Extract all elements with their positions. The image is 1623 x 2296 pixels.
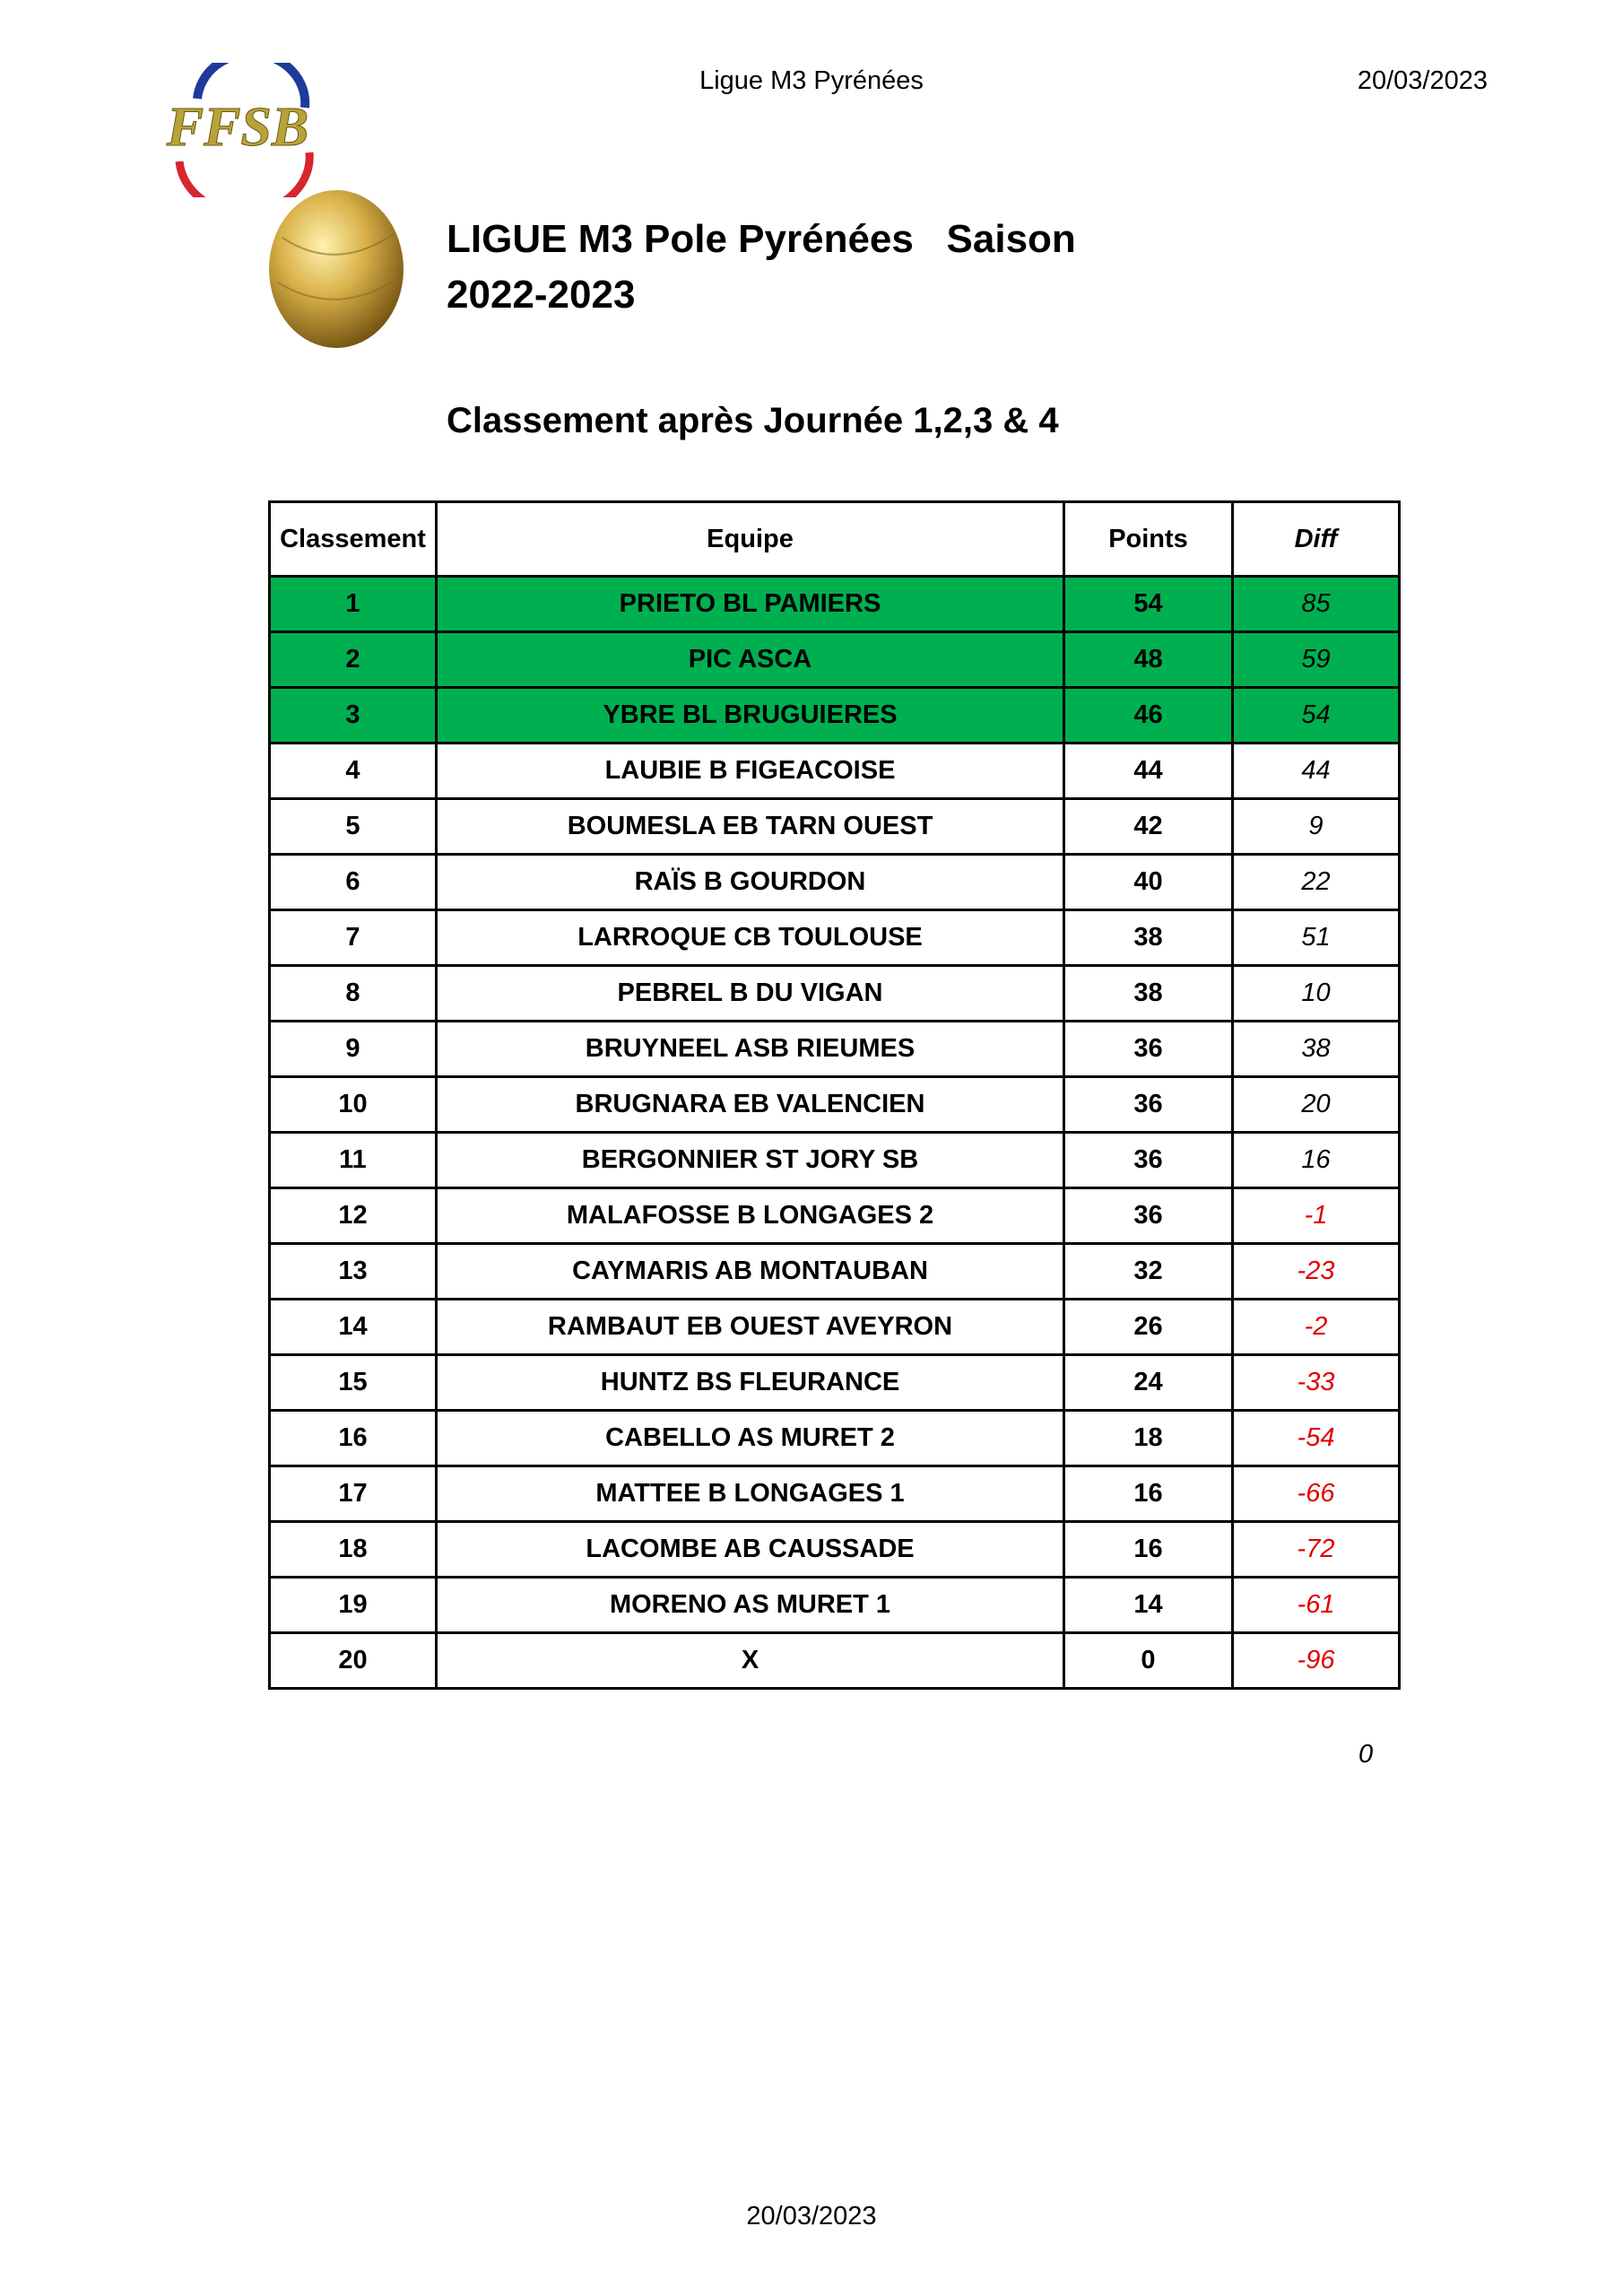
diff-cell: -54: [1233, 1411, 1400, 1466]
diff-cell: 16: [1233, 1133, 1400, 1188]
team-cell: PEBREL B DU VIGAN: [437, 966, 1064, 1022]
team-cell: MORENO AS MURET 1: [437, 1578, 1064, 1633]
points-cell: 48: [1064, 632, 1233, 688]
team-cell: BRUGNARA EB VALENCIEN: [437, 1077, 1064, 1133]
diff-cell: -33: [1233, 1355, 1400, 1411]
points-cell: 42: [1064, 799, 1233, 855]
rank-cell: 17: [270, 1466, 437, 1522]
team-cell: BERGONNIER ST JORY SB: [437, 1133, 1064, 1188]
rank-cell: 9: [270, 1022, 437, 1077]
points-cell: 18: [1064, 1411, 1233, 1466]
points-cell: 38: [1064, 966, 1233, 1022]
rank-cell: 15: [270, 1355, 437, 1411]
points-cell: 36: [1064, 1188, 1233, 1244]
points-cell: 40: [1064, 855, 1233, 910]
points-cell: 46: [1064, 688, 1233, 744]
table-row: [270, 1411, 1400, 1466]
team-cell: LAUBIE B FIGEACOISE: [437, 744, 1064, 799]
points-cell: 0: [1064, 1633, 1233, 1689]
table-row: [270, 855, 1400, 910]
column-header-equipe: Equipe: [437, 502, 1064, 577]
table-row: [270, 1522, 1400, 1578]
header-title: Ligue M3 Pyrénées: [699, 66, 924, 95]
column-header-classement: Classement: [270, 502, 437, 577]
table-row: [270, 688, 1400, 744]
page-title: LIGUE M3 Pole Pyrénées Saison 2022-2023: [447, 217, 1076, 317]
table-row: [270, 1300, 1400, 1355]
rank-cell: 10: [270, 1077, 437, 1133]
table-row: [270, 577, 1400, 632]
team-cell: CABELLO AS MURET 2: [437, 1411, 1064, 1466]
diff-cell: -61: [1233, 1578, 1400, 1633]
diff-cell: 20: [1233, 1077, 1400, 1133]
footer-date: 20/03/2023: [746, 2202, 877, 2231]
diff-cell: -96: [1233, 1633, 1400, 1689]
points-cell: 24: [1064, 1355, 1233, 1411]
team-cell: LACOMBE AB CAUSSADE: [437, 1522, 1064, 1578]
rank-cell: 14: [270, 1300, 437, 1355]
points-cell: 36: [1064, 1022, 1233, 1077]
rank-cell: 20: [270, 1633, 437, 1689]
table-header-row: [270, 502, 1400, 577]
table-row: [270, 1188, 1400, 1244]
rank-cell: 5: [270, 799, 437, 855]
rank-cell: 11: [270, 1133, 437, 1188]
table-row: [270, 1077, 1400, 1133]
column-header-points: Points: [1064, 502, 1233, 577]
table-row: [270, 744, 1400, 799]
table-row: [270, 1466, 1400, 1522]
team-cell: BOUMESLA EB TARN OUEST: [437, 799, 1064, 855]
rank-cell: 13: [270, 1244, 437, 1300]
team-cell: RAÏS B GOURDON: [437, 855, 1064, 910]
table-row: [270, 966, 1400, 1022]
ranking-table: [268, 500, 1401, 1690]
team-cell: CAYMARIS AB MONTAUBAN: [437, 1244, 1064, 1300]
diff-cell: -1: [1233, 1188, 1400, 1244]
points-cell: 16: [1064, 1522, 1233, 1578]
table-row: [270, 1355, 1400, 1411]
points-cell: 14: [1064, 1578, 1233, 1633]
team-cell: X: [437, 1633, 1064, 1689]
diff-cell: -72: [1233, 1522, 1400, 1578]
points-cell: 36: [1064, 1077, 1233, 1133]
diff-cell: -2: [1233, 1300, 1400, 1355]
rank-cell: 12: [270, 1188, 437, 1244]
points-cell: 54: [1064, 577, 1233, 632]
table-row: [270, 910, 1400, 966]
points-cell: 36: [1064, 1133, 1233, 1188]
rank-cell: 6: [270, 855, 437, 910]
team-cell: MATTEE B LONGAGES 1: [437, 1466, 1064, 1522]
rank-cell: 3: [270, 688, 437, 744]
svg-text:FFSB: FFSB: [166, 97, 309, 158]
ffsb-logo: [143, 63, 332, 197]
rank-cell: 18: [270, 1522, 437, 1578]
team-cell: PIC ASCA: [437, 632, 1064, 688]
rank-cell: 19: [270, 1578, 437, 1633]
table-row: [270, 632, 1400, 688]
header-date: 20/03/2023: [1357, 66, 1488, 95]
diff-cell: 38: [1233, 1022, 1400, 1077]
table-row: [270, 1133, 1400, 1188]
column-header-diff: Diff: [1233, 502, 1400, 577]
points-cell: 26: [1064, 1300, 1233, 1355]
rank-cell: 16: [270, 1411, 437, 1466]
diff-cell: 54: [1233, 688, 1400, 744]
points-cell: 38: [1064, 910, 1233, 966]
rank-cell: 1: [270, 577, 437, 632]
diff-cell: 51: [1233, 910, 1400, 966]
ranking-subtitle: Classement après Journée 1,2,3 & 4: [447, 401, 1059, 440]
petanque-ball-image: [265, 184, 408, 354]
diff-cell: 85: [1233, 577, 1400, 632]
diff-cell: -23: [1233, 1244, 1400, 1300]
rank-cell: 7: [270, 910, 437, 966]
team-cell: MALAFOSSE B LONGAGES 2: [437, 1188, 1064, 1244]
diff-cell: 59: [1233, 632, 1400, 688]
table-row: [270, 1578, 1400, 1633]
points-cell: 32: [1064, 1244, 1233, 1300]
diff-cell: 10: [1233, 966, 1400, 1022]
points-cell: 44: [1064, 744, 1233, 799]
team-cell: RAMBAUT EB OUEST AVEYRON: [437, 1300, 1064, 1355]
team-cell: BRUYNEEL ASB RIEUMES: [437, 1022, 1064, 1077]
diff-cell: 44: [1233, 744, 1400, 799]
table-row: [270, 799, 1400, 855]
diff-cell: -66: [1233, 1466, 1400, 1522]
rank-cell: 2: [270, 632, 437, 688]
team-cell: YBRE BL BRUGUIERES: [437, 688, 1064, 744]
table-row: [270, 1633, 1400, 1689]
table-row: [270, 1022, 1400, 1077]
rank-cell: 8: [270, 966, 437, 1022]
diff-cell: 22: [1233, 855, 1400, 910]
table-row: [270, 1244, 1400, 1300]
team-cell: HUNTZ BS FLEURANCE: [437, 1355, 1064, 1411]
diff-cell: 9: [1233, 799, 1400, 855]
team-cell: LARROQUE CB TOULOUSE: [437, 910, 1064, 966]
below-table-value: 0: [1358, 1740, 1374, 1769]
points-cell: 16: [1064, 1466, 1233, 1522]
team-cell: PRIETO BL PAMIERS: [437, 577, 1064, 632]
rank-cell: 4: [270, 744, 437, 799]
